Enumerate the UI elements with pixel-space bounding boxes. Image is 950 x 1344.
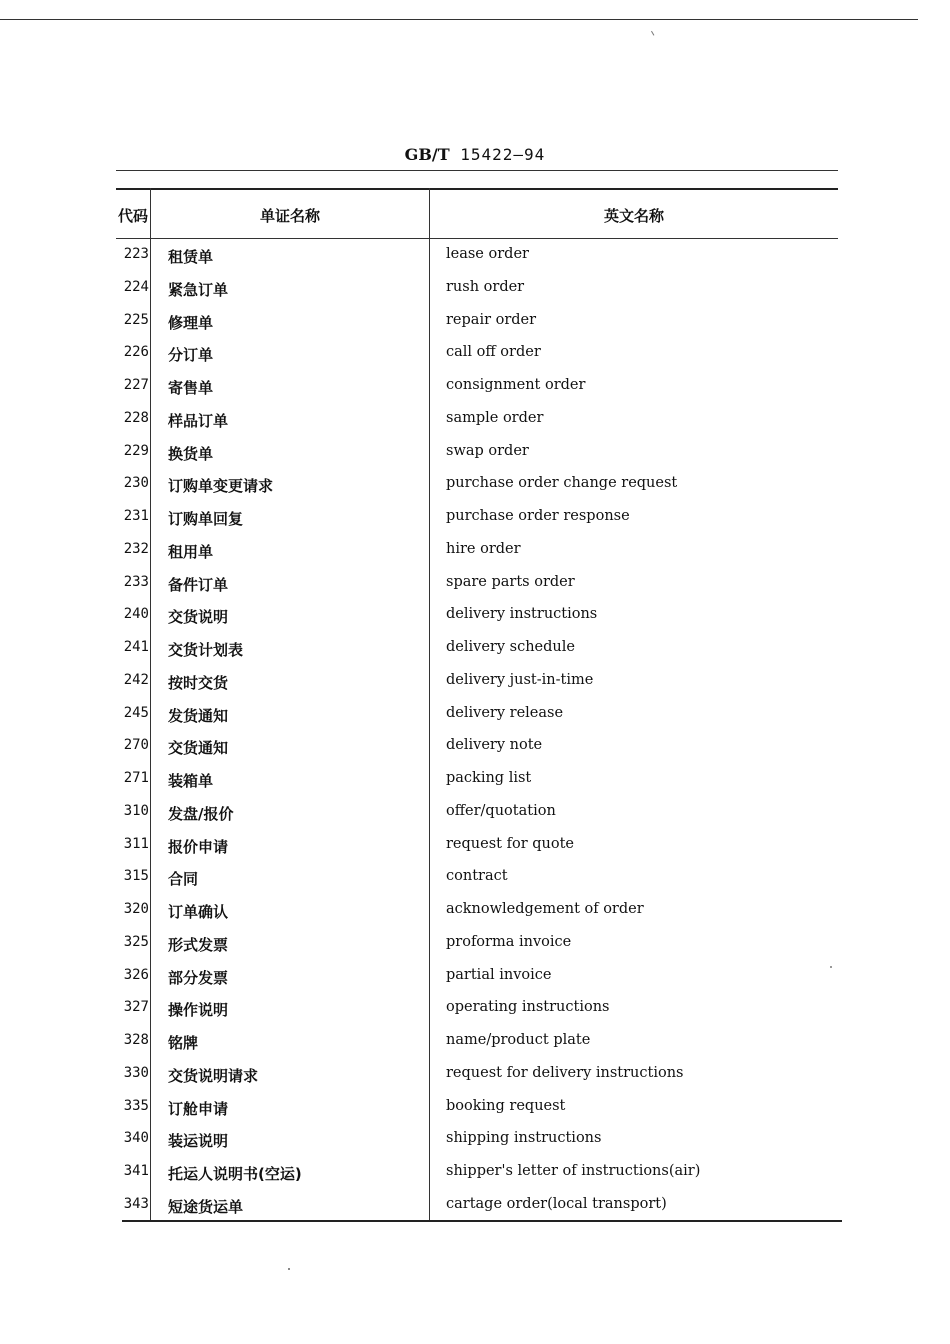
code-cell: 270 [123, 737, 149, 754]
chinese-name-cell: 租用单 [168, 542, 214, 561]
chinese-name-cell: 按时交货 [168, 673, 229, 692]
english-name-cell: shipper's letter of instructions(air) [446, 1163, 701, 1179]
code-cell: 311 [123, 835, 149, 852]
header-chinese-name: 单证名称 [259, 207, 320, 225]
chinese-name-cell: 交货说明请求 [168, 1066, 259, 1085]
table-row [0, 705, 950, 738]
code-cell: 231 [123, 508, 149, 524]
chinese-name-cell: 交货说明 [168, 608, 229, 627]
english-name-cell: hire order [446, 540, 521, 557]
table-row [0, 967, 950, 1000]
table-header-bottom-rule [116, 238, 838, 239]
chinese-name-cell: 订单确认 [168, 903, 229, 921]
chinese-name-cell: 订舱申请 [168, 1099, 229, 1118]
code-cell: 325 [123, 933, 149, 950]
english-name-cell: partial invoice [446, 966, 552, 983]
table-row [0, 508, 950, 541]
table-row [0, 934, 950, 967]
code-cell: 232 [123, 540, 149, 557]
code-cell: 223 [123, 246, 149, 262]
chinese-name-cell: 修理单 [168, 313, 214, 332]
table-row [0, 606, 950, 639]
code-cell: 225 [123, 311, 149, 328]
code-cell: 271 [123, 770, 149, 786]
chinese-name-cell: 分订单 [168, 346, 214, 365]
chinese-name-cell: 订购单回复 [168, 510, 244, 528]
table-row [0, 574, 950, 607]
code-cell: 227 [123, 377, 149, 393]
code-cell: 230 [123, 475, 149, 492]
header-code: 代码 [118, 207, 149, 225]
code-cell: 229 [123, 442, 149, 459]
table-row [0, 1032, 950, 1065]
chinese-name-cell: 报价申请 [168, 837, 229, 856]
english-name-cell: name/product plate [446, 1032, 591, 1048]
chinese-name-cell: 订购单变更请求 [168, 477, 274, 496]
code-cell: 340 [123, 1130, 149, 1147]
table-top-rule [116, 170, 838, 171]
table-row [0, 410, 950, 443]
english-name-cell: offer/quotation [446, 802, 556, 819]
english-name-cell: swap order [446, 442, 529, 459]
english-name-cell: request for delivery instructions [446, 1064, 684, 1081]
table-row [0, 541, 950, 574]
chinese-name-cell: 铭牌 [168, 1034, 199, 1052]
english-name-cell: delivery release [446, 704, 564, 721]
table-row [0, 1065, 950, 1098]
english-name-cell: packing list [446, 770, 532, 786]
table-row [0, 1098, 950, 1131]
table-row [0, 672, 950, 705]
english-name-cell: delivery instructions [446, 606, 598, 623]
table-row [0, 377, 950, 410]
table-row [0, 443, 950, 476]
scan-speck [651, 29, 657, 35]
table-row [0, 868, 950, 901]
chinese-name-cell: 发货通知 [168, 706, 229, 725]
english-name-cell: booking request [446, 1097, 566, 1114]
chinese-name-cell: 紧急订单 [168, 280, 229, 299]
table-row [0, 737, 950, 770]
chinese-name-cell: 备件订单 [168, 575, 229, 594]
standard-title [0, 145, 950, 164]
table-row [0, 1163, 950, 1196]
table-row [0, 246, 950, 279]
english-name-cell: lease order [446, 246, 529, 262]
english-name-cell: shipping instructions [446, 1130, 602, 1147]
chinese-name-cell: 托运人说明书(空运) [168, 1165, 302, 1183]
english-name-cell: purchase order change request [446, 475, 678, 492]
code-cell: 240 [123, 606, 149, 623]
header-english-name: 英文名称 [603, 207, 664, 225]
scan-speck [288, 1268, 290, 1270]
table-row [0, 836, 950, 869]
code-cell: 310 [123, 802, 149, 819]
code-cell: 328 [123, 1032, 149, 1048]
english-name-cell: cartage order(local transport) [446, 1195, 667, 1212]
english-name-cell: call off order [446, 344, 541, 361]
table-row [0, 770, 950, 803]
code-cell: 335 [123, 1097, 149, 1114]
code-cell: 242 [123, 671, 149, 688]
chinese-name-cell: 交货计划表 [168, 641, 244, 659]
chinese-name-cell: 交货通知 [168, 739, 229, 758]
table-row [0, 344, 950, 377]
english-name-cell: operating instructions [446, 999, 610, 1016]
code-cell: 233 [123, 573, 149, 590]
english-name-cell: consignment order [446, 377, 586, 393]
code-cell: 330 [123, 1064, 149, 1081]
english-name-cell: sample order [446, 409, 544, 426]
chinese-name-cell: 租赁单 [168, 248, 214, 266]
standard-prefix: GB/T [404, 145, 450, 164]
code-cell: 320 [123, 901, 149, 917]
chinese-name-cell: 装箱单 [168, 772, 214, 790]
english-name-cell: rush order [446, 278, 525, 295]
english-name-cell: repair order [446, 311, 537, 328]
top-border-line [0, 19, 918, 20]
standard-number: 15422—94 [460, 145, 546, 164]
code-cell: 327 [123, 999, 149, 1016]
code-cell: 315 [123, 868, 149, 885]
english-name-cell: contract [446, 868, 508, 885]
code-cell: 245 [123, 704, 149, 721]
table-header-top-rule [116, 188, 838, 190]
english-name-cell: request for quote [446, 835, 574, 852]
table-row [0, 1196, 950, 1229]
english-name-cell: delivery just-in-time [446, 671, 594, 688]
english-name-cell: spare parts order [446, 573, 575, 590]
chinese-name-cell: 合同 [168, 870, 199, 889]
chinese-name-cell: 装运说明 [168, 1132, 229, 1151]
chinese-name-cell: 发盘/报价 [168, 804, 234, 823]
table-row [0, 279, 950, 312]
chinese-name-cell: 操作说明 [168, 1001, 229, 1020]
code-cell: 341 [123, 1163, 149, 1179]
table-row [0, 639, 950, 672]
code-cell: 228 [123, 409, 149, 426]
english-name-cell: delivery schedule [446, 639, 575, 655]
chinese-name-cell: 寄售单 [168, 379, 214, 397]
english-name-cell: delivery note [446, 737, 543, 754]
english-name-cell: purchase order response [446, 508, 630, 524]
chinese-name-cell: 短途货运单 [168, 1197, 244, 1216]
code-cell: 241 [123, 639, 149, 655]
english-name-cell: acknowledgement of order [446, 901, 644, 917]
english-name-cell: proforma invoice [446, 933, 572, 950]
chinese-name-cell: 换货单 [168, 444, 214, 463]
table-row [0, 312, 950, 345]
code-cell: 326 [123, 966, 149, 983]
table-row [0, 475, 950, 508]
table-row [0, 1130, 950, 1163]
chinese-name-cell: 部分发票 [168, 968, 229, 987]
code-cell: 343 [123, 1195, 149, 1212]
chinese-name-cell: 形式发票 [168, 935, 229, 954]
code-cell: 224 [123, 278, 149, 295]
code-cell: 226 [123, 344, 149, 361]
chinese-name-cell: 样品订单 [168, 411, 229, 430]
table-row [0, 999, 950, 1032]
table-row [0, 901, 950, 934]
table-row [0, 803, 950, 836]
